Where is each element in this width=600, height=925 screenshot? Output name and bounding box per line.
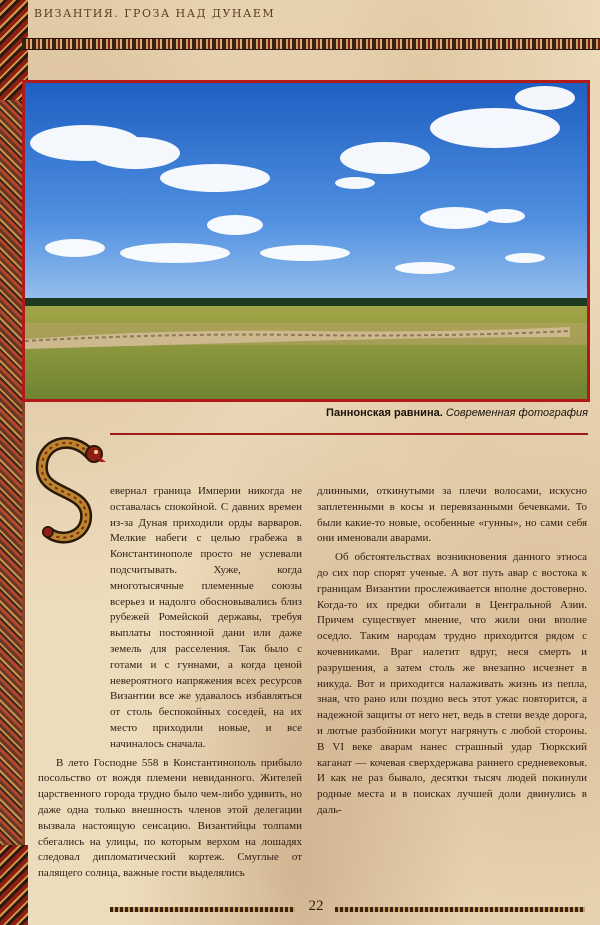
- corner-ornament-bottom: [0, 845, 28, 925]
- footer-ornament-left: [110, 907, 295, 912]
- footer-ornament-right: [335, 907, 585, 912]
- article-column-right: [317, 484, 587, 822]
- article-column-left: [38, 484, 302, 885]
- page-number: 22: [308, 898, 324, 914]
- paragraph: Об обстоятельствах возникновения данного этноcа до сих пор спорят ученые. А вот путь авар с востока к границам Византии прослеживается вполне достоверно. Когда-то их предки обитали в Центральной Азии. Причем существует мнение, что жили они вполне оседло. Таким народам трудно приходится рядом с кочевниками. Враг налетит вдруг, неся смерть и разрушения, а затем столь же внезапно исчезнет в никуда. Вот и приходится налаживать жизнь из пепла, зная, что рано или поздно весь этот ужас повторится, а надежной защиты от него нет, ведь в степи везде дорога, и лютые разбойники могут нагрянуть с любой стороны. В VI веке аварам нанес страшный удар Тюркский каганат — кочевая сверхдержава раннего средневековья. И как не раз бывало, десятки тысяч людей покинули родные места и в поисках лучшей доли двинулись в даль-: [317, 551, 587, 816]
- caption-rule: [110, 433, 588, 435]
- paragraph: В лето Господне 558 в Константинополь прибыло посольство от вождя племени невиданного. Жителей царственного города трудно было чем-либо удивить, но даже одна только внешность членов этой делегации вызвала настоящую сенсацию. Византийцы толпами сбегались на улицы, по которым верхом на лошадях следовал дипломатический кортеж. Смуглые от палящего солнца, важные гости выделялись: [38, 756, 302, 880]
- photo-caption: [326, 407, 588, 419]
- running-header: ВИЗАНТИЯ. ГРОЗА НАД ДУНАЕМ: [34, 7, 276, 20]
- pannonian-plain-photo: [22, 80, 590, 402]
- caption-title: Паннонская равнина.: [326, 407, 443, 419]
- paragraph: длинными, откинутыми за плечи волосами, искусно заплетенными в косы и перевязанными бечевками. То были какие-то новые, особенные «гунны», но сами себя они именовали аварами.: [317, 485, 587, 545]
- paragraph-lead: евернал граница Империи никогда не оставалась спокойной. С давних времен из-за Дуная приходили орды варваров. Мелкие набеги с целью грабежа в Константинополе просто не успевали подсчитывать. Хуже, когда многотысячные племенные союзы всерьез и надолго обосновывались близ рубежей Ромейской державы, требуя выплаты постоянной дани или даже земель для расселения. Так было с готами и с гуннами, а когда ценой невероятного напряжения всех ресурсов Византии все же удавалось избавляться от столь беспокойных соседей, на их место приходили новые, и все начиналось сначала.: [110, 485, 302, 750]
- header-ornament-band: [22, 38, 600, 50]
- landscape-illustration: [25, 83, 587, 399]
- caption-note: Современная фотография: [445, 407, 588, 419]
- celtic-knot-border: [0, 0, 22, 925]
